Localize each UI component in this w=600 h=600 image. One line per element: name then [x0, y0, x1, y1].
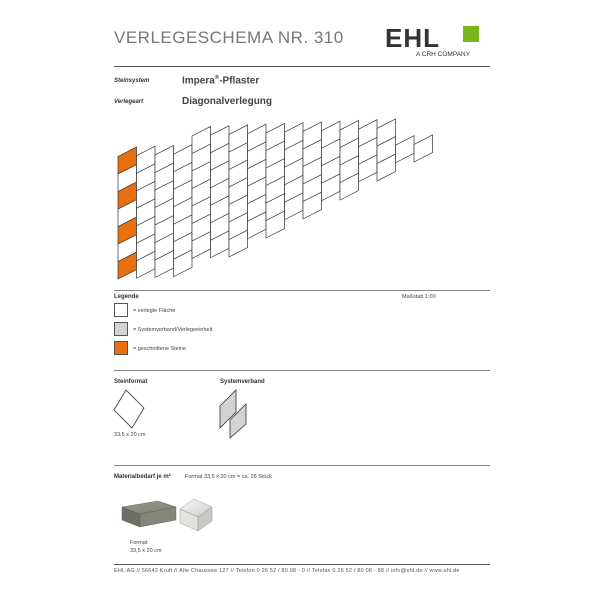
- brand-subtitle: A CRH COMPANY: [416, 51, 471, 58]
- scale-label: Maßstab 1:00: [402, 294, 436, 300]
- stone-laid: [396, 136, 415, 163]
- brand-square-icon: [463, 26, 479, 42]
- material-label: Materialbedarf je m²: [114, 474, 171, 480]
- steinformat-size: 33,5 x 20 cm: [114, 432, 146, 438]
- laying-pattern-diagram: [108, 115, 498, 290]
- footer-contact: EHL AG // 56642 Kruft // Alte Chaussee 127 // Telefon 0 26 52 / 80 08 - 0 // Telefax 0 26 52 / 80 08 - 88 // info@ehl.de // www.ehl.de: [114, 568, 460, 574]
- legend-label-laid: = verlegte Fläche: [133, 308, 176, 314]
- verlegeart-value: Diagonalverlegung: [182, 96, 273, 107]
- material-divider: [114, 465, 490, 466]
- legend-label-cut: = geschnittene Steine: [133, 346, 187, 352]
- legend-swatch-cut: [114, 341, 128, 355]
- steinsystem-value-sup: ®: [214, 75, 220, 81]
- brand-name: EHL: [385, 23, 440, 53]
- footer-divider: [114, 564, 490, 565]
- steinsystem-value-rest: -Pflaster: [219, 75, 260, 87]
- legend-swatch-laid: [114, 303, 128, 317]
- legend-swatch-system: [114, 322, 128, 336]
- stone-shape: [114, 390, 144, 428]
- steinsystem-label: Steinsystem: [114, 78, 150, 84]
- header-divider: [114, 66, 490, 67]
- steinsystem-value: [182, 75, 259, 86]
- material-value: Format 33,5 x 20 cm = ca. 28 Stück: [185, 474, 272, 480]
- steinformat-title: Steinformat: [114, 379, 148, 385]
- material-format-size: 33,5 x 20 cm: [130, 548, 162, 554]
- brand-logo: [385, 23, 487, 60]
- page-title: VERLEGESCHEMA NR. 310: [114, 28, 344, 47]
- section-divider: [114, 370, 490, 371]
- stone-format-diagram: [112, 388, 146, 430]
- verlegeart-label: Verlegeart: [114, 99, 144, 105]
- systemverband-title: Systemverband: [220, 379, 265, 385]
- stone-laid: [414, 135, 433, 162]
- legend-title: Legende: [114, 294, 139, 300]
- steinsystem-value-main: Impera: [182, 75, 215, 87]
- legend-divider: [114, 290, 490, 291]
- material-format-label: Format: [130, 540, 148, 546]
- stone-product-image: [118, 495, 218, 537]
- legend-label-system: = Systemverband/Verlegeeinheit: [133, 327, 213, 333]
- system-unit-diagram: [216, 388, 252, 440]
